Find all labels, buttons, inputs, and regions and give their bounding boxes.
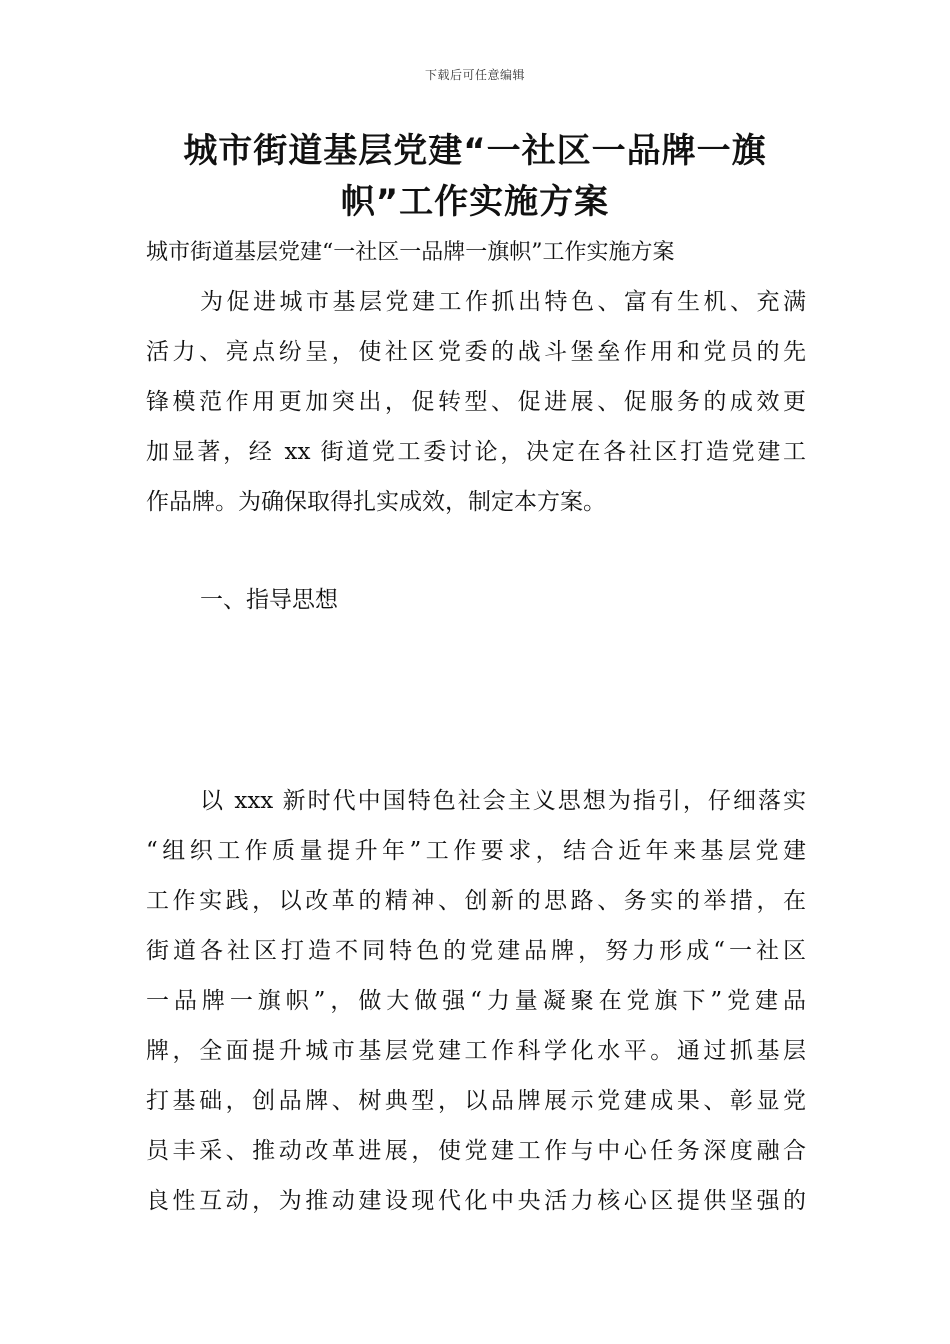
title-line-1: 城市街道基层党建“一社区一品牌一旗: [183, 131, 767, 171]
section-heading-text: 一、指导思想: [200, 587, 338, 613]
title-line-2: 帜”工作实施方案: [340, 182, 610, 222]
paragraph-guiding-thought: [146, 776, 806, 1226]
paragraph-line: 良性互动，为推动建设现代化中央活力核心区提供坚强的: [146, 1188, 806, 1214]
document-subtitle: 城市街道基层党建“一社区一品牌一旗帜”工作实施方案: [146, 240, 675, 265]
section-heading: [146, 575, 806, 625]
paragraph-line: 作品牌。为确保取得扎实成效，制定本方案。: [146, 489, 606, 515]
paragraph-line: 加显著，经 xx 街道党工委讨论，决定在各社区打造党建工: [146, 439, 806, 465]
paragraph-line: “组织工作质量提升年”工作要求，结合近年来基层党建: [146, 838, 806, 864]
paragraph-intro: [146, 277, 806, 527]
paragraph-line: 员丰采、推动改革进展，使党建工作与中心任务深度融合: [146, 1138, 806, 1164]
paragraph-line: 为促进城市基层党建工作抓出特色、富有生机、充满: [200, 289, 806, 315]
paragraph-line: 工作实践，以改革的精神、创新的思路、务实的举措，在: [146, 888, 806, 914]
paragraph-line: 打基础，创品牌、树典型，以品牌展示党建成果、彰显党: [146, 1088, 806, 1114]
paragraph-line: 活力、亮点纷呈，使社区党委的战斗堡垒作用和党员的先: [146, 339, 806, 365]
header-note: 下载后可任意编辑: [424, 68, 525, 82]
paragraph-line: 街道各社区打造不同特色的党建品牌，努力形成“一社区: [146, 938, 806, 964]
paragraph-line: 一品牌一旗帜”，做大做强“力量凝聚在党旗下”党建品: [146, 988, 806, 1014]
paragraph-line: 以 xxx 新时代中国特色社会主义思想为指引，仔细落实: [200, 788, 806, 814]
paragraph-line: 锋模范作用更加突出，促转型、促进展、促服务的成效更: [146, 389, 806, 415]
paragraph-line: 牌，全面提升城市基层党建工作科学化水平。通过抓基层: [146, 1038, 806, 1064]
document-title: [150, 126, 800, 228]
